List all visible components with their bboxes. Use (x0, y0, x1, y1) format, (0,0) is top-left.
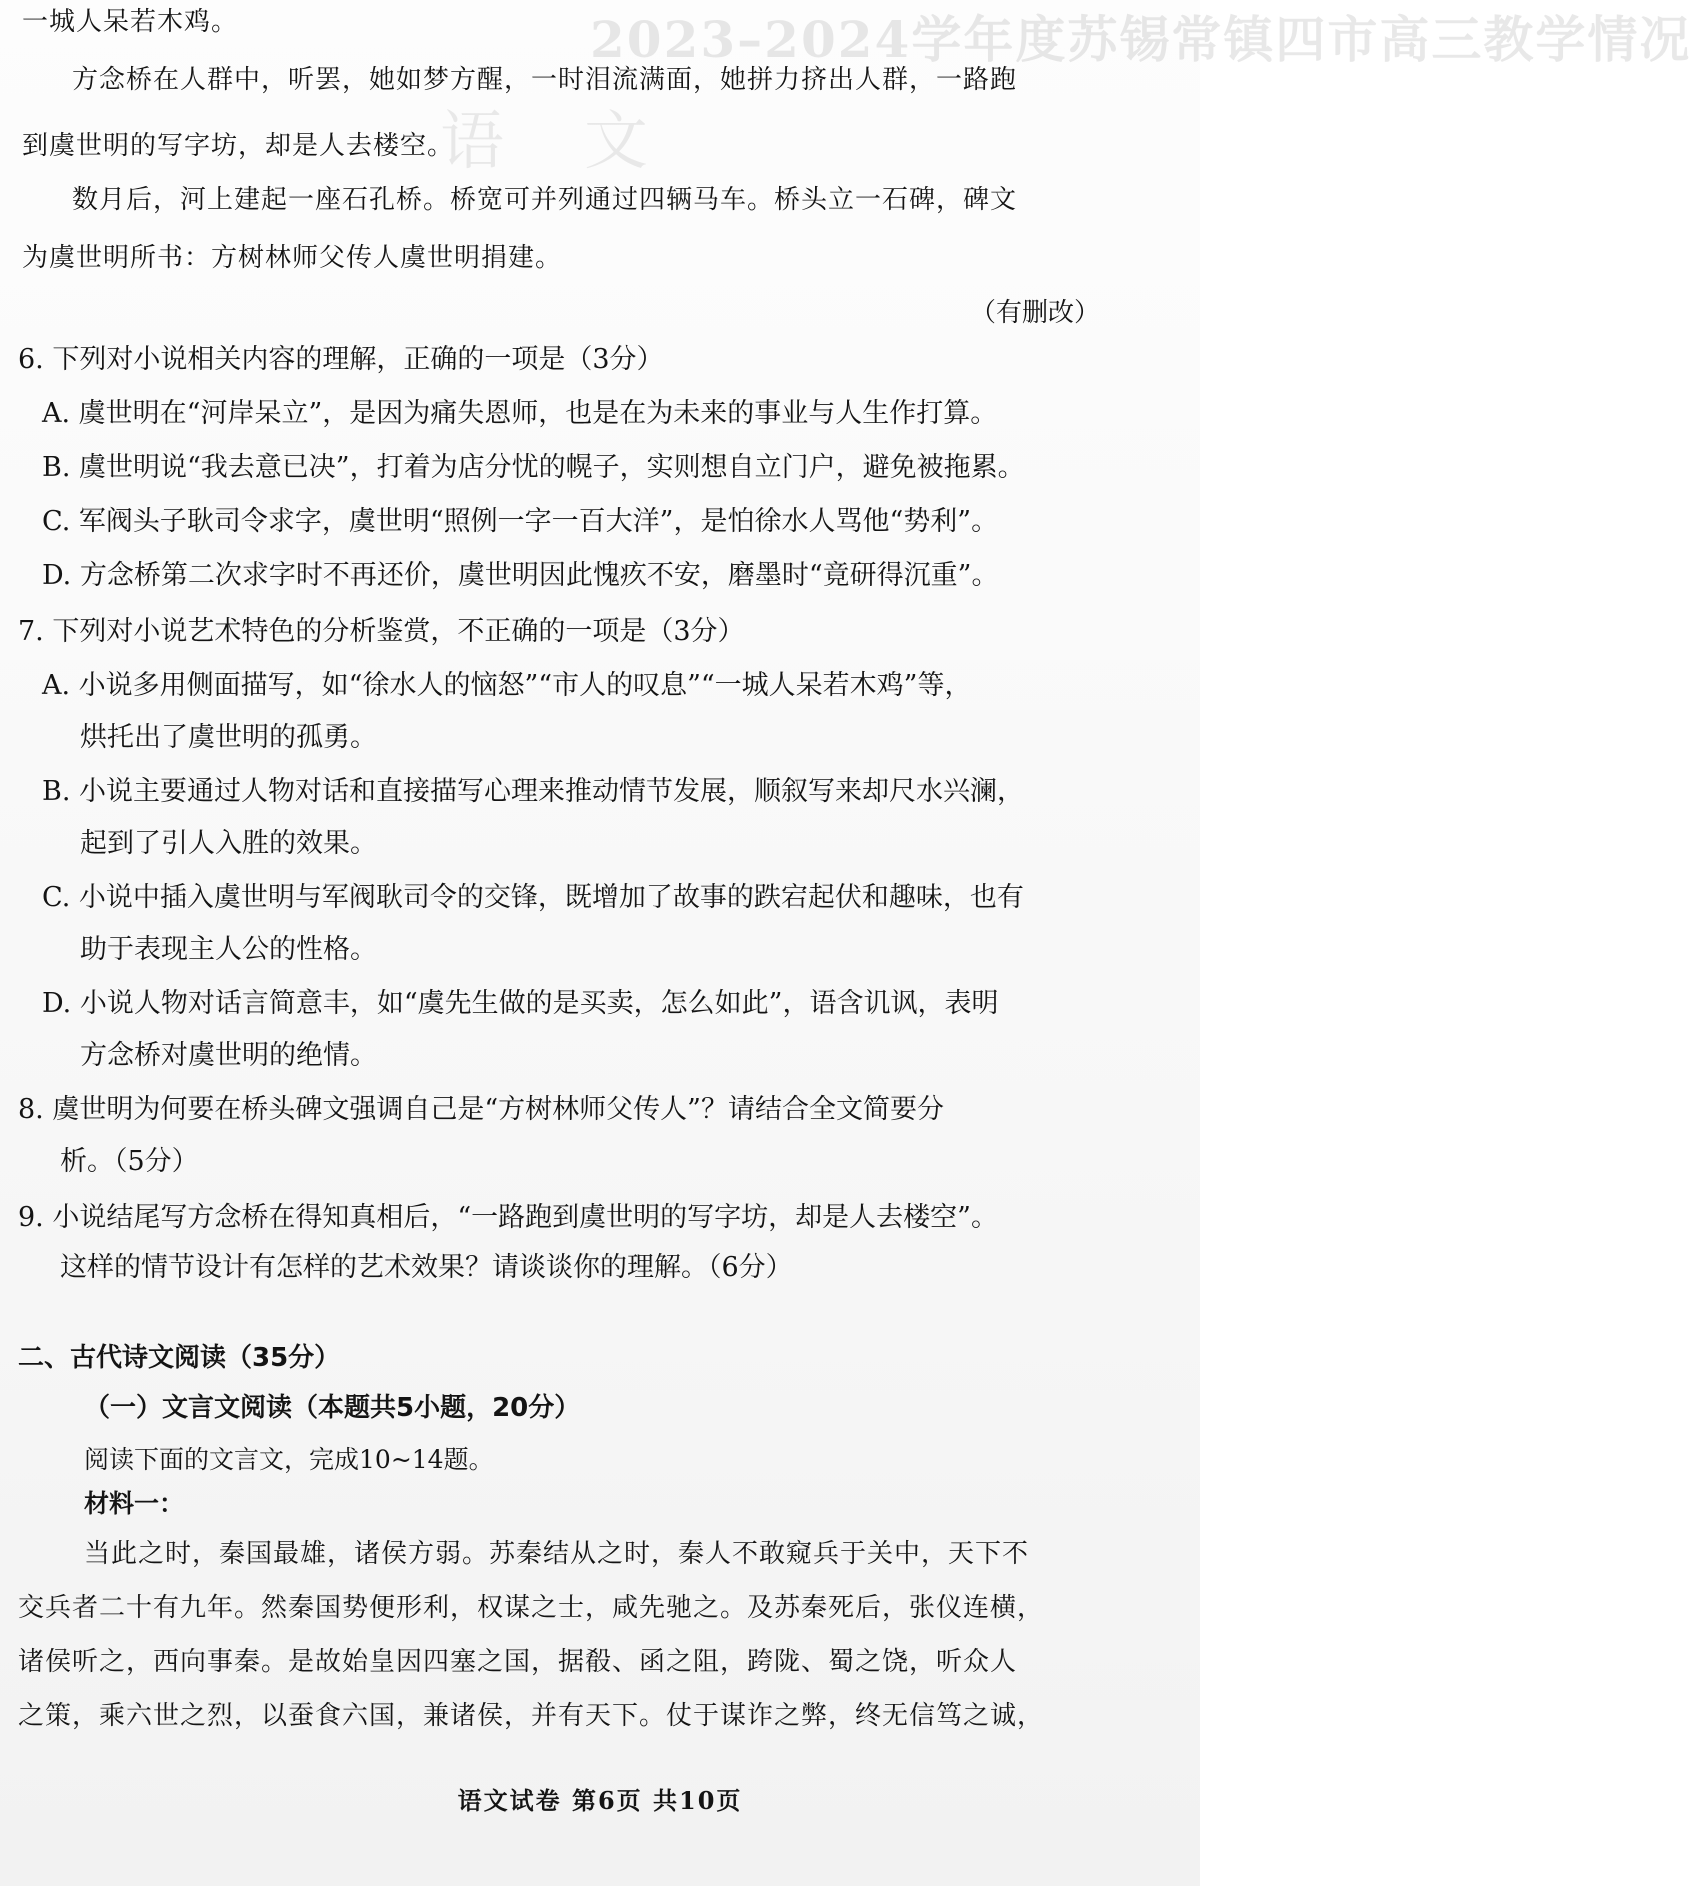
question-9-stem: 9. 小说结尾写方念桥在得知真相后，“一路跑到虞世明的写字坊，却是人去楼空”。 (18, 1202, 998, 1233)
story-line: 一城人呆若木鸡。 (22, 7, 239, 37)
section-heading: 二、古代诗文阅读（35分） (18, 1343, 341, 1373)
passage-line: 诸侯听之，西向事秦。是故始皇因四塞之国，据殽、函之阻，跨陇、蜀之饶，听众人 (18, 1647, 1018, 1677)
question-8-stem: 8. 虞世明为何要在桥头碑文强调自己是“方树林师父传人”？请结合全文简要分 (18, 1094, 944, 1125)
question-6-option-a: A. 虞世明在“河岸呆立”，是因为痛失恩师，也是在为未来的事业与人生作打算。 (42, 398, 998, 429)
question-7-option-a: A. 小说多用侧面描写，如“徐水人的恼怒”“市人的叹息”“一城人呆若木鸡”等， (42, 670, 972, 701)
question-7-option-b-cont: 起到了引人入胜的效果。 (80, 828, 377, 859)
question-7-option-b: B. 小说主要通过人物对话和直接描写心理来推动情节发展，顺叙写来却尺水兴澜， (42, 776, 1025, 807)
passage-line: 之策，乘六世之烈，以蚕食六国，兼诸侯，并有天下。仗于谋诈之弊，终无信笃之诚， (18, 1701, 1045, 1731)
story-line: 到虞世明的写字坊，却是人去楼空。 (22, 131, 455, 161)
bleed-through-subject: 语文 (440, 105, 728, 179)
question-6-option-b: B. 虞世明说“我去意已决”，打着为店分忧的幌子，实则想自立门户，避免被拖累。 (42, 452, 1025, 483)
bleed-through-header: 2023–2024学年度苏锡常镇四市高三教学情况 (590, 10, 1691, 69)
material-label: 材料一： (84, 1489, 185, 1518)
question-6-option-c: C. 军阀头子耿司令求字，虞世明“照例一字一百大洋”，是怕徐水人骂他“势利”。 (42, 506, 999, 537)
question-6-option-d: D. 方念桥第二次求字时不再还价，虞世明因此愧疚不安，磨墨时“竟研得沉重”。 (42, 560, 999, 591)
question-7-option-a-cont: 烘托出了虞世明的孤勇。 (80, 722, 377, 753)
question-6-stem: 6. 下列对小说相关内容的理解，正确的一项是（3分） (18, 344, 664, 375)
story-line: 数月后，河上建起一座石孔桥。桥宽可并列通过四辆马车。桥头立一石碑，碑文 (72, 185, 1018, 215)
question-9-stem-cont: 这样的情节设计有怎样的艺术效果？请谈谈你的理解。（6分） (60, 1252, 793, 1283)
subsection-heading: （一）文言文阅读（本题共5小题，20分） (84, 1393, 581, 1423)
passage-line: 当此之时，秦国最雄，诸侯方弱。苏秦结从之时，秦人不敢窥兵于关中，天下不 (84, 1539, 1030, 1569)
question-8-stem-cont: 析。（5分） (60, 1146, 199, 1177)
question-7-stem: 7. 下列对小说艺术特色的分析鉴赏，不正确的一项是（3分） (18, 616, 745, 647)
question-7-option-d-cont: 方念桥对虞世明的绝情。 (80, 1040, 377, 1071)
reading-instruction: 阅读下面的文言文，完成10~14题。 (84, 1445, 494, 1474)
passage-line: 交兵者二十有九年。然秦国势便形利，权谋之士，咸先驰之。及苏秦死后，张仪连横， (18, 1593, 1045, 1623)
source-note: （有删改） (969, 298, 1100, 328)
story-line: 方念桥在人群中，听罢，她如梦方醒，一时泪流满面，她拼力挤出人群，一路跑 (72, 65, 1018, 95)
question-7-option-c-cont: 助于表现主人公的性格。 (80, 934, 377, 965)
story-line: 为虞世明所书：方树林师父传人虞世明捐建。 (22, 243, 563, 273)
question-7-option-d: D. 小说人物对话言简意丰，如“虞先生做的是买卖，怎么如此”，语含讥讽，表明 (42, 988, 999, 1019)
page-footer: 语文试卷 第6页 共10页 (457, 1786, 743, 1815)
question-7-option-c: C. 小说中插入虞世明与军阀耿司令的交锋，既增加了故事的跌宕起伏和趣味，也有 (42, 882, 1024, 913)
